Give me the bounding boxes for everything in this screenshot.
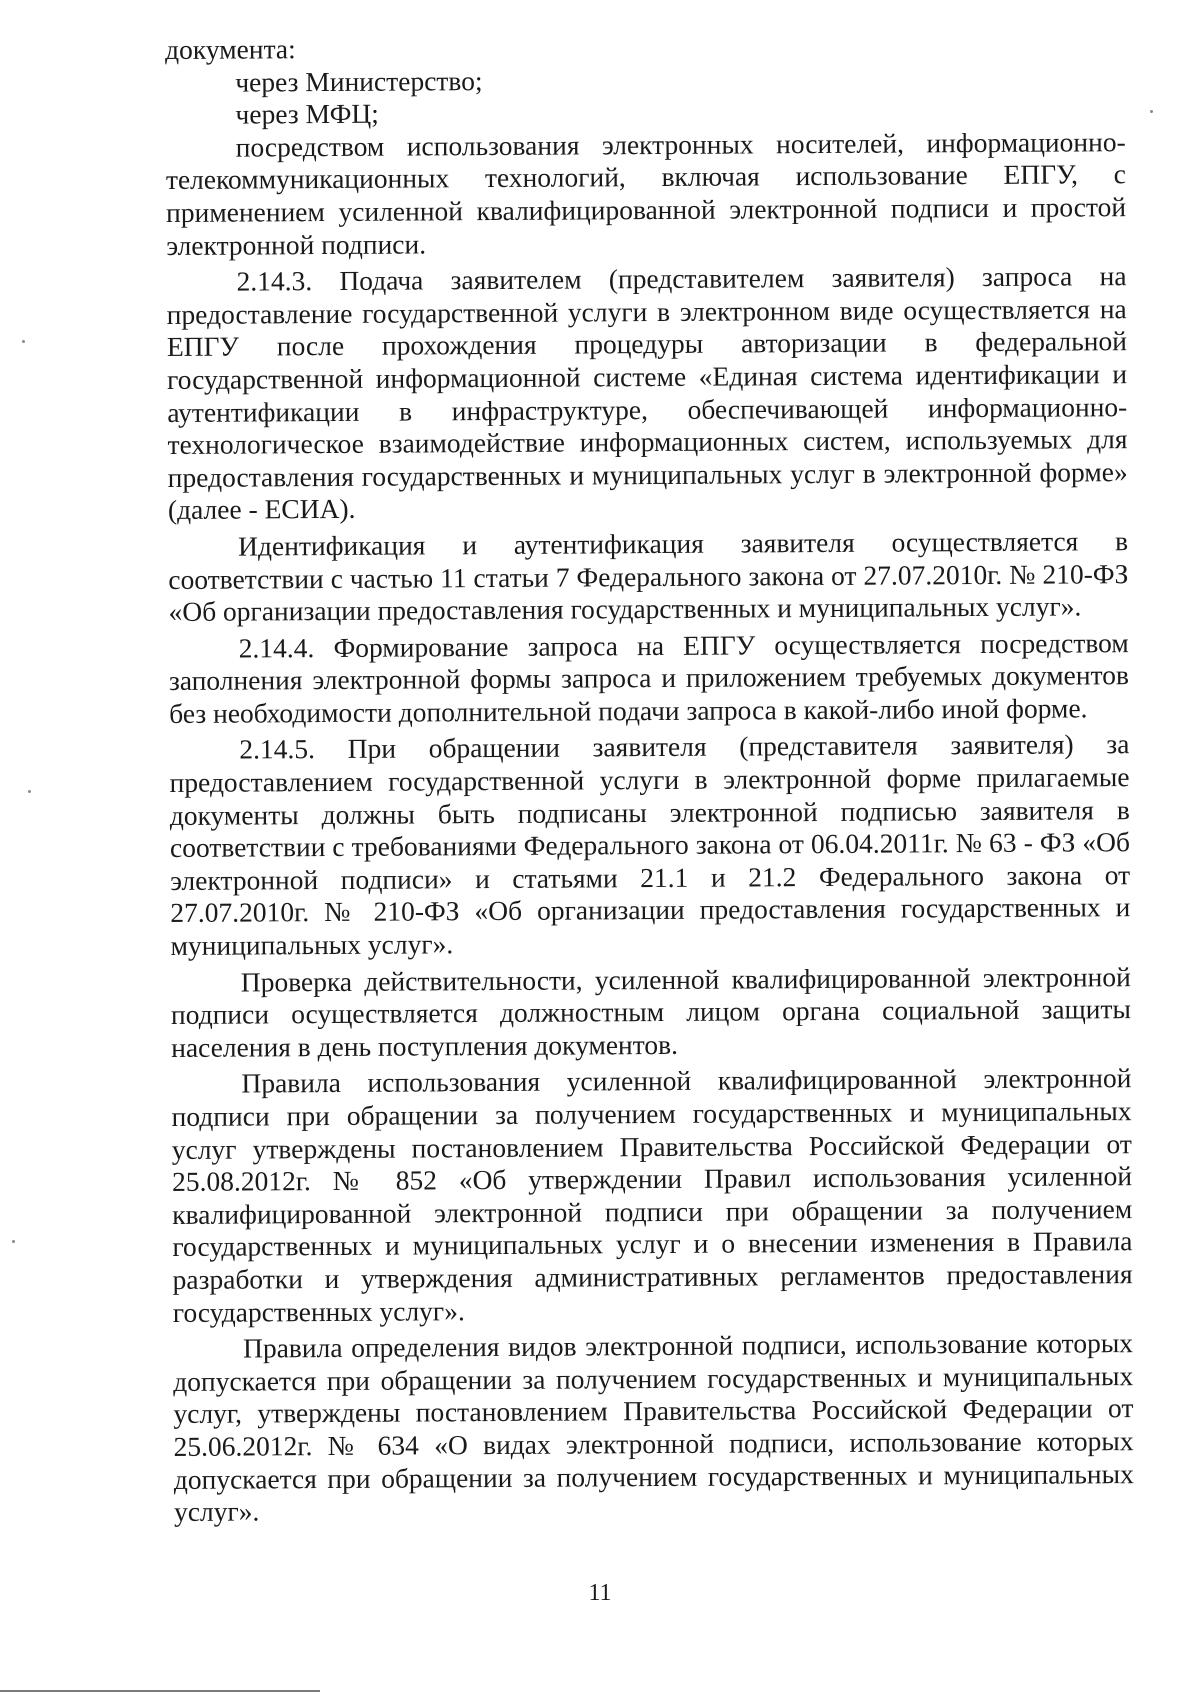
- page-number: 11: [588, 1580, 612, 1606]
- scan-speck: [1150, 110, 1153, 113]
- paragraph-identification: Идентификация и аутентификация заявителя осуществляется в соответствии с частью 11 статьи 7 Федерального закона от 27.07.2010г. № 210-ФЗ «Об организации предоставления государственных и муниципальных услуг».: [168, 525, 1129, 628]
- paragraph-rules-634: Правила определения видов электронной подписи, использование которых допускается при обращении за получением государственных и муниципальных услуг, утверждены постановлением Правительства Российской Федерации от 25.06.2012г. № 634 «О видах электронной подписи, использование которых допускается при обращении за получением государственных и муниципальных услуг».: [173, 1327, 1134, 1528]
- document-page: [165, 28, 1134, 1529]
- channel-electronic: посредством использования электронных носителей, информационно-телекоммуникационных технологий, включая использование ЕПГУ, с применением усиленной квалифицированной электронной подписи и простой электронной подписи.: [165, 125, 1127, 261]
- paragraph-2-14-3: 2.14.3. Подача заявителем (представителем заявителя) запроса на предоставление государственной услуги в электронном виде осуществляется на ЕПГУ после прохождения процедуры авторизации в федеральной государственной информационной системе «Единая система идентификации и аутентификации в инфраструктуре, обеспечивающей информационно-технологическое взаимодействие информационных систем, используемых для предоставления государственных и муниципальных услуг в электронной форме» (далее - ЕСИА).: [166, 260, 1128, 526]
- scan-speck: [22, 340, 25, 343]
- scan-bottom-edge: [0, 1690, 320, 1692]
- paragraph-2-14-4: 2.14.4. Формирование запроса на ЕПГУ осуществляется посредством заполнения электронной формы запроса и приложением требуемых документов без необходимости дополнительной подачи запроса в какой-либо иной форме.: [168, 626, 1130, 729]
- scan-speck: [28, 790, 31, 793]
- paragraph-rules-852: Правила использования усиленной квалифицированной электронной подписи при обращении за получением государственных и муниципальных услуг утверждены постановлением Правительства Российской Федерации от 25.08.2012г. № 852 «Об утверждении Правил использования усиленной квалифицированной электронной подписи при обращении за получением государственных и муниципальных услуг и о внесении изменения в Правила разработки и утверждения административных регламентов предоставления государственных услуг».: [171, 1062, 1133, 1328]
- paragraph-2-14-5: 2.14.5. При обращении заявителя (представителя заявителя) за предоставлением государственной услуги в электронной форме прилагаемые документы должны быть подписаны электронной подписью заявителя в соответствии с требованиями Федерального закона от 06.04.2011г. № 63 - ФЗ «Об электронной подписи» и статьями 21.1 и 21.2 Федерального закона от 27.07.2010г. № 210-ФЗ «Об организации предоставления государственных и муниципальных услуг».: [169, 728, 1131, 962]
- channel-mfc: через МФЦ;: [235, 97, 379, 130]
- scan-speck: [12, 1240, 15, 1243]
- lead-line: документа:: [165, 33, 296, 65]
- paragraph-verification: Проверка действительности, усиленной квалифицированной электронной подписи осуществляется должностным лицом органа социальной защиты населения в день поступления документов.: [170, 960, 1132, 1063]
- channel-ministry: через Министерство;: [235, 64, 483, 98]
